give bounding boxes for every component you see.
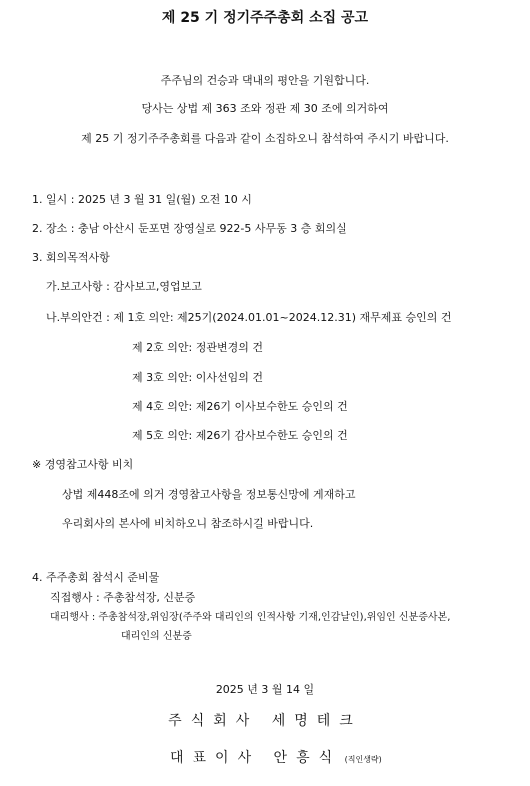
direct-attendance-items: 직접행사 : 주총참석장, 신분증 <box>50 591 196 604</box>
notice-date: 2025 년 3 월 14 일 <box>215 683 315 696</box>
intro-line-2: 당사는 상법 제 363 조와 정관 제 30 조에 의거하여 <box>141 102 389 115</box>
proxy-attendance-items-cont: 대리인의 신분증 <box>121 631 192 642</box>
report-items: 가.보고사항 : 감사보고,영업보고 <box>46 280 202 293</box>
agenda-item-5: 제 5호 의안: 제26기 감사보수한도 승인의 건 <box>132 429 348 442</box>
agenda-item-4: 제 4호 의안: 제26기 이사보수한도 승인의 건 <box>132 400 348 413</box>
agenda-item-3: 제 3호 의안: 이사선임의 건 <box>132 371 263 384</box>
preparation-heading: 4. 주주총회 참석시 준비물 <box>32 571 160 584</box>
reference-note-line-2: 우리회사의 본사에 비치하오니 참조하시길 바랍니다. <box>62 517 314 530</box>
agenda-item-1: 나.부의안건 : 제 1호 의안: 제25기(2024.01.01~2024.12.31) 재무제표 승인의 건 <box>46 311 452 324</box>
notice-title: 제 25 기 정기주주총회 소집 공고 <box>161 10 369 26</box>
reference-note-heading: ※ 경영참고사항 비치 <box>32 458 134 471</box>
representative-name: 대표이사 안흥식 <box>170 750 342 766</box>
meeting-date-item: 1. 일시 : 2025 년 3 월 31 일(월) 오전 10 시 <box>32 193 252 206</box>
seal-omitted-note: (직인생략) <box>344 755 382 764</box>
intro-line-1: 주주님의 건승과 댁내의 평안을 기원합니다. <box>160 74 370 87</box>
representative-line <box>170 751 382 765</box>
intro-line-3: 제 25 기 정기주주총회를 다음과 같이 소집하오니 참석하여 주시기 바랍니다. <box>81 132 449 145</box>
meeting-place-item: 2. 장소 : 충남 아산시 둔포면 장영실로 922-5 사무동 3 층 회의실 <box>32 222 347 235</box>
proxy-attendance-items: 대리행사 : 주총참석장,위임장(주주와 대리인의 인적사항 기재,인감날인),위임인 신분증사본, <box>50 612 451 623</box>
company-name: 주식회사 세명테크 <box>168 713 362 729</box>
agenda-heading: 3. 회의목적사항 <box>32 251 110 264</box>
reference-note-line-1: 상법 제448조에 의거 경영참고사항을 정보통신망에 게재하고 <box>62 488 356 501</box>
agenda-item-2: 제 2호 의안: 정관변경의 건 <box>132 341 263 354</box>
